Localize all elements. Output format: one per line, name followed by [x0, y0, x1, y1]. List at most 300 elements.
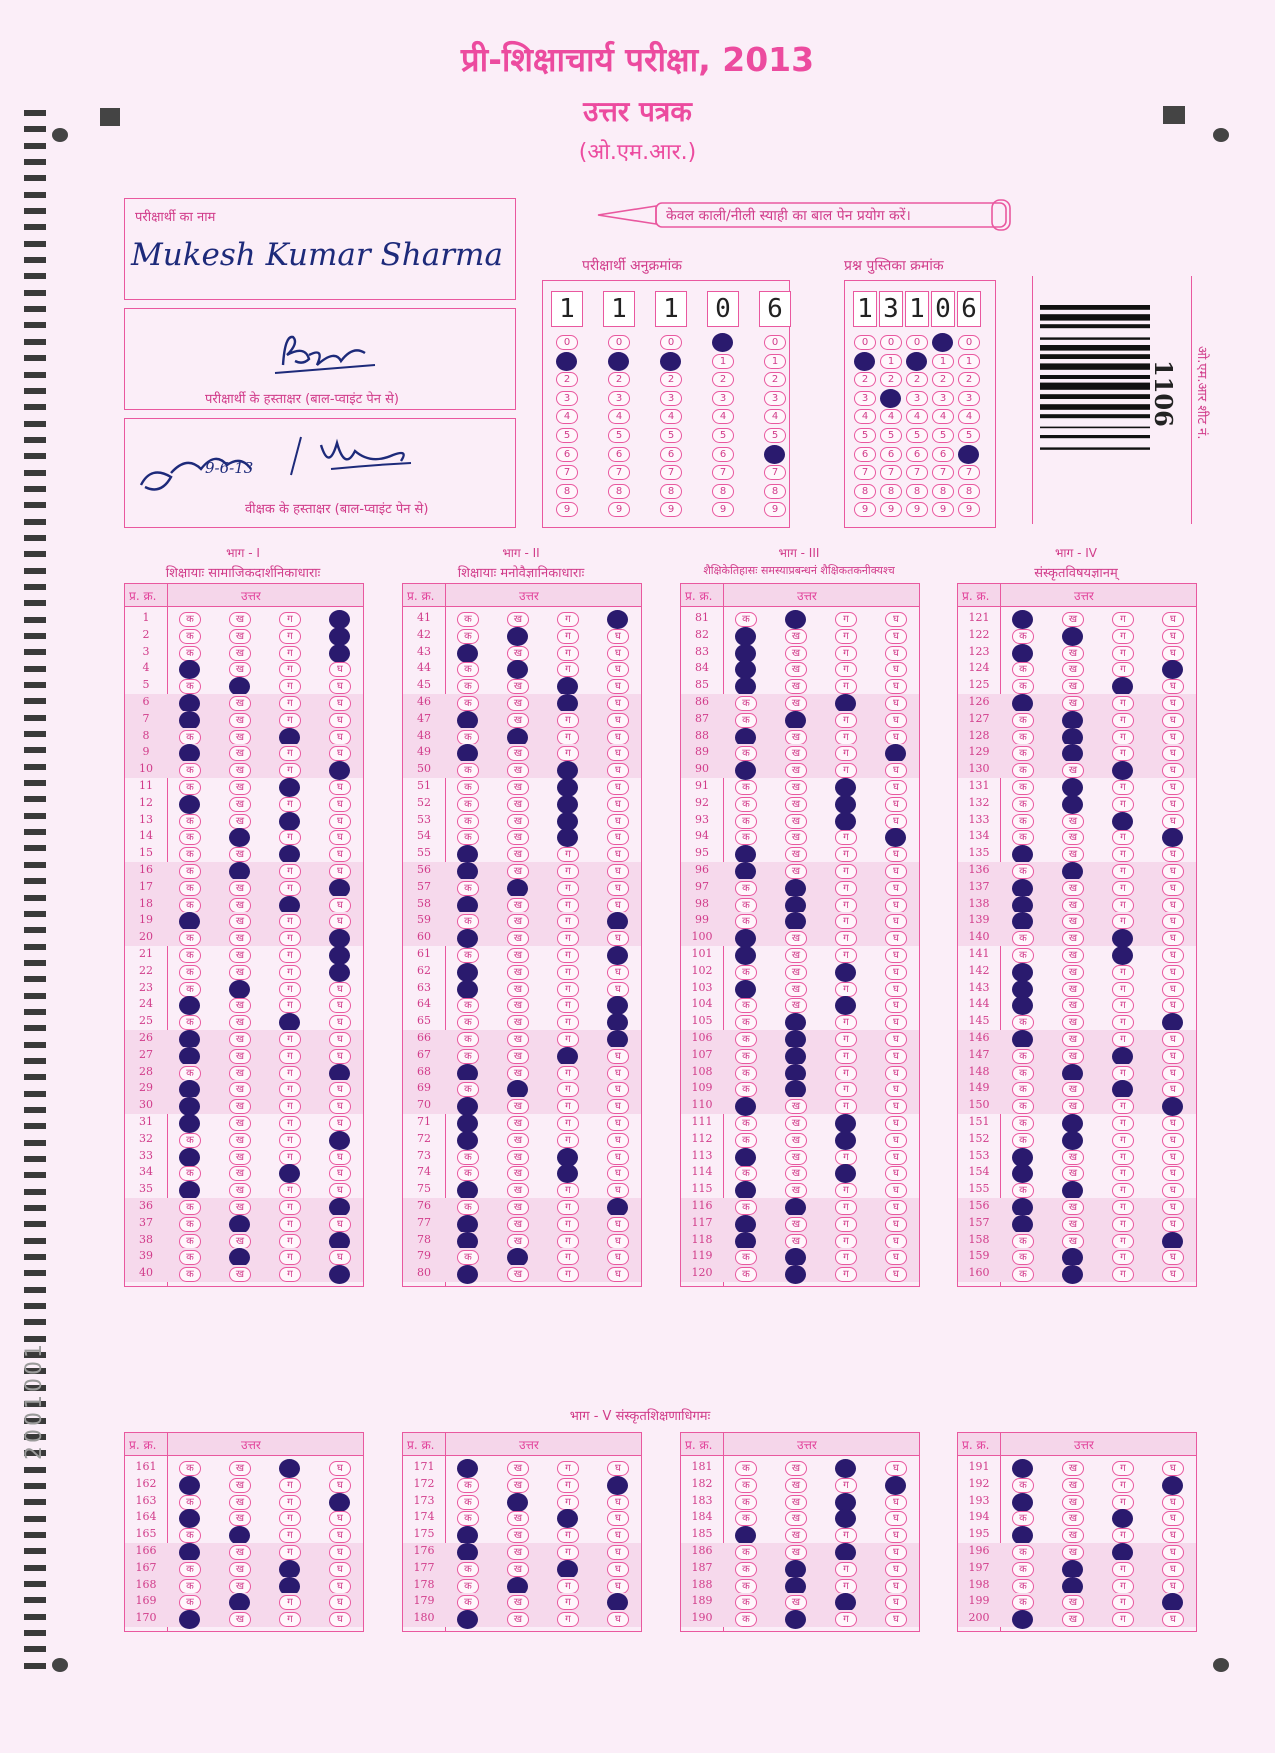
answer-bubble[interactable]: घ: [1162, 797, 1184, 812]
answer-bubble[interactable]: क: [179, 864, 201, 879]
answer-bubble[interactable]: ख: [785, 948, 807, 963]
answer-bubble[interactable]: ख: [785, 1217, 807, 1232]
answer-bubble[interactable]: घ: [885, 612, 907, 627]
answer-bubble[interactable]: घ: [1162, 1116, 1184, 1131]
answer-bubble[interactable]: क: [1012, 1066, 1034, 1081]
answer-bubble[interactable]: क: [457, 1082, 479, 1097]
answer-bubble[interactable]: ग: [1112, 1595, 1134, 1610]
answer-bubble[interactable]: ख: [229, 1612, 251, 1627]
answer-bubble[interactable]: क: [179, 1234, 201, 1249]
answer-bubble[interactable]: ग: [1112, 1461, 1134, 1476]
answer-bubble[interactable]: ग: [557, 881, 579, 896]
answer-bubble[interactable]: ग: [279, 1495, 301, 1510]
booklet-digit-bubble[interactable]: 9: [880, 502, 902, 517]
answer-bubble[interactable]: ग: [279, 864, 301, 879]
answer-bubble[interactable]: ख: [229, 612, 251, 627]
answer-bubble[interactable]: ख: [1062, 847, 1084, 862]
answer-bubble[interactable]: ग: [279, 1217, 301, 1232]
answer-bubble[interactable]: ग: [557, 612, 579, 627]
answer-bubble[interactable]: ख: [785, 847, 807, 862]
answer-bubble[interactable]: क: [735, 612, 757, 627]
answer-bubble[interactable]: ग: [557, 1082, 579, 1097]
answer-bubble[interactable]: घ: [1162, 965, 1184, 980]
answer-bubble[interactable]: ख: [507, 1049, 529, 1064]
answer-bubble[interactable]: घ: [1162, 931, 1184, 946]
answer-bubble[interactable]: घ: [1162, 898, 1184, 913]
answer-bubble[interactable]: घ: [607, 797, 629, 812]
answer-bubble[interactable]: घ: [885, 1015, 907, 1030]
answer-bubble[interactable]: ग: [835, 1032, 857, 1047]
answer-bubble[interactable]: ख: [507, 898, 529, 913]
roll-digit-bubble[interactable]: 9: [556, 502, 578, 517]
booklet-digit-bubble[interactable]: 8: [958, 484, 980, 499]
answer-bubble[interactable]: घ: [885, 1250, 907, 1265]
answer-bubble[interactable]: ख: [229, 1166, 251, 1181]
answer-bubble[interactable]: ग: [279, 1528, 301, 1543]
answer-bubble[interactable]: घ: [885, 1545, 907, 1560]
answer-bubble[interactable]: ख: [507, 1200, 529, 1215]
answer-bubble[interactable]: घ: [1162, 1495, 1184, 1510]
answer-bubble[interactable]: ग: [835, 1015, 857, 1030]
answer-bubble[interactable]: ग: [835, 982, 857, 997]
answer-bubble[interactable]: क: [457, 797, 479, 812]
answer-bubble[interactable]: क: [1012, 864, 1034, 879]
answer-bubble[interactable]: ग: [1112, 1200, 1134, 1215]
answer-bubble[interactable]: क: [457, 1579, 479, 1594]
answer-bubble[interactable]: क: [735, 1545, 757, 1560]
booklet-digit-bubble[interactable]: 4: [854, 409, 876, 424]
answer-bubble[interactable]: घ: [329, 1511, 351, 1526]
answer-bubble[interactable]: क: [457, 881, 479, 896]
answer-bubble[interactable]: क: [1012, 662, 1034, 677]
answer-bubble[interactable]: घ: [607, 898, 629, 913]
answer-bubble[interactable]: ख: [229, 847, 251, 862]
answer-bubble[interactable]: ग: [279, 763, 301, 778]
answer-bubble[interactable]: क: [1012, 948, 1034, 963]
answer-bubble[interactable]: ग: [835, 679, 857, 694]
answer-bubble[interactable]: ख: [785, 696, 807, 711]
answer-bubble[interactable]: ग: [557, 914, 579, 929]
answer-bubble[interactable]: घ: [329, 982, 351, 997]
answer-bubble[interactable]: क: [1012, 1133, 1034, 1148]
answer-bubble[interactable]: ग: [279, 612, 301, 627]
booklet-digit-bubble[interactable]: 5: [880, 428, 902, 443]
roll-digit-bubble[interactable]: 7: [556, 465, 578, 480]
answer-bubble[interactable]: ख: [507, 914, 529, 929]
answer-bubble[interactable]: घ: [329, 797, 351, 812]
booklet-digit-bubble[interactable]: 8: [854, 484, 876, 499]
answer-bubble[interactable]: ग: [1112, 830, 1134, 845]
answer-bubble[interactable]: ग: [835, 881, 857, 896]
answer-bubble[interactable]: क: [179, 1217, 201, 1232]
answer-bubble[interactable]: ग: [1112, 881, 1134, 896]
answer-bubble[interactable]: ख: [229, 713, 251, 728]
answer-bubble[interactable]: घ: [607, 1183, 629, 1198]
answer-bubble[interactable]: क: [1012, 1478, 1034, 1493]
answer-bubble[interactable]: ग: [279, 1116, 301, 1131]
answer-bubble[interactable]: घ: [885, 847, 907, 862]
answer-bubble[interactable]: ग: [279, 646, 301, 661]
answer-bubble[interactable]: ग: [835, 1200, 857, 1215]
answer-bubble[interactable]: घ: [329, 1150, 351, 1165]
answer-bubble[interactable]: ख: [785, 1099, 807, 1114]
answer-bubble[interactable]: घ: [1162, 696, 1184, 711]
answer-bubble[interactable]: क: [457, 1250, 479, 1265]
answer-bubble[interactable]: घ: [885, 1082, 907, 1097]
booklet-digit-bubble[interactable]: 4: [906, 409, 928, 424]
answer-bubble[interactable]: घ: [329, 1478, 351, 1493]
answer-bubble[interactable]: ग: [279, 1545, 301, 1560]
answer-bubble[interactable]: घ: [329, 662, 351, 677]
answer-bubble[interactable]: क: [457, 914, 479, 929]
answer-bubble[interactable]: क: [1012, 763, 1034, 778]
answer-bubble[interactable]: ख: [229, 1234, 251, 1249]
answer-bubble[interactable]: घ: [1162, 881, 1184, 896]
answer-bubble[interactable]: क: [735, 1562, 757, 1577]
answer-bubble[interactable]: ग: [835, 629, 857, 644]
answer-bubble[interactable]: ग: [835, 1217, 857, 1232]
answer-bubble[interactable]: ख: [1062, 696, 1084, 711]
roll-digit-bubble[interactable]: 1: [712, 354, 734, 369]
answer-bubble[interactable]: ग: [279, 1595, 301, 1610]
answer-bubble[interactable]: ग: [1112, 662, 1134, 677]
answer-bubble[interactable]: घ: [885, 881, 907, 896]
answer-bubble[interactable]: ख: [229, 763, 251, 778]
answer-bubble[interactable]: क: [457, 730, 479, 745]
answer-bubble[interactable]: ग: [557, 864, 579, 879]
answer-bubble[interactable]: ग: [557, 1528, 579, 1543]
answer-bubble[interactable]: घ: [1162, 646, 1184, 661]
answer-bubble[interactable]: ग: [279, 1133, 301, 1148]
answer-bubble[interactable]: घ: [885, 1528, 907, 1543]
answer-bubble[interactable]: ग: [557, 1183, 579, 1198]
answer-bubble[interactable]: क: [735, 696, 757, 711]
answer-bubble[interactable]: ख: [1062, 898, 1084, 913]
answer-bubble[interactable]: घ: [885, 965, 907, 980]
answer-bubble[interactable]: ख: [1062, 1032, 1084, 1047]
answer-bubble[interactable]: ग: [835, 1049, 857, 1064]
answer-bubble[interactable]: ख: [507, 948, 529, 963]
answer-bubble[interactable]: ग: [1112, 746, 1134, 761]
answer-bubble[interactable]: ग: [1112, 713, 1134, 728]
answer-bubble[interactable]: ख: [785, 1133, 807, 1148]
answer-bubble[interactable]: क: [179, 931, 201, 946]
answer-bubble[interactable]: घ: [607, 646, 629, 661]
answer-bubble[interactable]: क: [735, 1595, 757, 1610]
answer-bubble[interactable]: ग: [1112, 847, 1134, 862]
roll-digit-bubble[interactable]: 7: [764, 465, 786, 480]
booklet-digit-bubble[interactable]: 9: [854, 502, 876, 517]
answer-bubble[interactable]: घ: [607, 830, 629, 845]
answer-bubble[interactable]: ख: [1062, 1200, 1084, 1215]
booklet-digit-bubble[interactable]: 1: [958, 354, 980, 369]
answer-bubble[interactable]: क: [179, 780, 201, 795]
answer-bubble[interactable]: क: [1012, 1082, 1034, 1097]
answer-bubble[interactable]: घ: [885, 1579, 907, 1594]
answer-bubble[interactable]: घ: [329, 1032, 351, 1047]
booklet-digit-bubble[interactable]: 7: [906, 465, 928, 480]
answer-bubble[interactable]: घ: [607, 1166, 629, 1181]
booklet-digit-bubble[interactable]: 0: [880, 335, 902, 350]
answer-bubble[interactable]: घ: [885, 646, 907, 661]
answer-bubble[interactable]: ख: [1062, 881, 1084, 896]
answer-bubble[interactable]: घ: [885, 931, 907, 946]
answer-bubble[interactable]: क: [1012, 1099, 1034, 1114]
answer-bubble[interactable]: ग: [835, 646, 857, 661]
answer-bubble[interactable]: क: [735, 1267, 757, 1282]
roll-digit-bubble[interactable]: 0: [608, 335, 630, 350]
roll-digit-bubble[interactable]: 2: [712, 372, 734, 387]
answer-bubble[interactable]: ख: [507, 1015, 529, 1030]
answer-bubble[interactable]: घ: [885, 679, 907, 694]
booklet-digit-bubble[interactable]: 5: [906, 428, 928, 443]
booklet-digit-bubble[interactable]: [906, 352, 927, 371]
answer-bubble[interactable]: घ: [329, 1545, 351, 1560]
answer-bubble[interactable]: ख: [229, 1267, 251, 1282]
answer-bubble[interactable]: क: [735, 898, 757, 913]
answer-bubble[interactable]: क: [735, 1511, 757, 1526]
answer-bubble[interactable]: ग: [279, 629, 301, 644]
answer-bubble[interactable]: ग: [835, 948, 857, 963]
answer-bubble[interactable]: ग: [835, 1579, 857, 1594]
answer-bubble[interactable]: ख: [785, 780, 807, 795]
answer-bubble[interactable]: घ: [607, 1049, 629, 1064]
answer-bubble[interactable]: ग: [557, 1200, 579, 1215]
answer-bubble[interactable]: क: [735, 746, 757, 761]
booklet-digit-bubble[interactable]: 4: [958, 409, 980, 424]
booklet-digit-bubble[interactable]: 8: [880, 484, 902, 499]
answer-bubble[interactable]: ख: [507, 713, 529, 728]
answer-bubble[interactable]: ग: [557, 1579, 579, 1594]
answer-bubble[interactable]: ख: [507, 1234, 529, 1249]
answer-bubble[interactable]: ख: [785, 1183, 807, 1198]
booklet-digit-bubble[interactable]: 7: [880, 465, 902, 480]
answer-bubble[interactable]: ख: [507, 1032, 529, 1047]
answer-bubble[interactable]: घ: [329, 1250, 351, 1265]
answer-bubble[interactable]: ख: [785, 1478, 807, 1493]
answer-bubble[interactable]: ग: [835, 1082, 857, 1097]
answer-bubble[interactable]: क: [1012, 1511, 1034, 1526]
answer-bubble[interactable]: घ: [885, 1066, 907, 1081]
answer-bubble[interactable]: ग: [835, 612, 857, 627]
answer-bubble[interactable]: ग: [1112, 1015, 1134, 1030]
answer-bubble[interactable]: ख: [507, 814, 529, 829]
answer-bubble[interactable]: ग: [1112, 1562, 1134, 1577]
answer-bubble[interactable]: ख: [785, 965, 807, 980]
answer-bubble[interactable]: ग: [835, 763, 857, 778]
answer-bubble[interactable]: घ: [1162, 1579, 1184, 1594]
answer-bubble[interactable]: क: [457, 1562, 479, 1577]
answer-bubble[interactable]: ग: [557, 730, 579, 745]
answer-bubble[interactable]: घ: [885, 629, 907, 644]
answer-bubble[interactable]: घ: [1162, 1545, 1184, 1560]
answer-bubble[interactable]: क: [457, 814, 479, 829]
answer-bubble[interactable]: क: [735, 1082, 757, 1097]
answer-bubble[interactable]: घ: [885, 1217, 907, 1232]
answer-bubble[interactable]: ख: [229, 1150, 251, 1165]
roll-digit-bubble[interactable]: 9: [712, 502, 734, 517]
answer-bubble[interactable]: घ: [607, 1066, 629, 1081]
answer-bubble[interactable]: क: [1012, 679, 1034, 694]
booklet-digit-bubble[interactable]: 3: [932, 391, 954, 406]
answer-bubble[interactable]: घ: [885, 713, 907, 728]
answer-bubble[interactable]: घ: [329, 864, 351, 879]
answer-bubble[interactable]: क: [1012, 730, 1034, 745]
answer-bubble[interactable]: क: [179, 982, 201, 997]
roll-digit-bubble[interactable]: 8: [608, 484, 630, 499]
answer-bubble[interactable]: घ: [885, 898, 907, 913]
answer-bubble[interactable]: ग: [557, 1015, 579, 1030]
answer-bubble[interactable]: क: [457, 696, 479, 711]
answer-bubble[interactable]: क: [735, 914, 757, 929]
answer-bubble[interactable]: ख: [785, 814, 807, 829]
answer-bubble[interactable]: क: [179, 1595, 201, 1610]
answer-bubble[interactable]: ख: [507, 797, 529, 812]
answer-bubble[interactable]: क: [1012, 1595, 1034, 1610]
answer-bubble[interactable]: ख: [507, 1562, 529, 1577]
roll-digit-bubble[interactable]: 6: [712, 447, 734, 462]
answer-bubble[interactable]: घ: [607, 881, 629, 896]
answer-bubble[interactable]: ख: [1062, 931, 1084, 946]
answer-bubble[interactable]: ख: [229, 931, 251, 946]
answer-bubble[interactable]: घ: [607, 931, 629, 946]
answer-bubble[interactable]: ग: [279, 713, 301, 728]
answer-bubble[interactable]: घ: [329, 1099, 351, 1114]
roll-digit-bubble[interactable]: 7: [608, 465, 630, 480]
answer-bubble[interactable]: ग: [835, 1234, 857, 1249]
answer-bubble[interactable]: ग: [1112, 1150, 1134, 1165]
answer-bubble[interactable]: ग: [279, 1066, 301, 1081]
answer-bubble[interactable]: ख: [785, 864, 807, 879]
answer-bubble[interactable]: घ: [1162, 1082, 1184, 1097]
answer-bubble[interactable]: ख: [507, 1217, 529, 1232]
roll-digit-bubble[interactable]: 2: [764, 372, 786, 387]
answer-bubble[interactable]: घ: [1162, 864, 1184, 879]
answer-bubble[interactable]: ख: [229, 914, 251, 929]
answer-bubble[interactable]: क: [457, 830, 479, 845]
answer-bubble[interactable]: ख: [507, 1612, 529, 1627]
answer-bubble[interactable]: क: [735, 998, 757, 1013]
answer-bubble[interactable]: ख: [1062, 1528, 1084, 1543]
answer-bubble[interactable]: ख: [229, 1461, 251, 1476]
answer-bubble[interactable]: ग: [1112, 1267, 1134, 1282]
answer-bubble[interactable]: घ: [329, 1528, 351, 1543]
answer-bubble[interactable]: घ: [885, 1150, 907, 1165]
answer-bubble[interactable]: ख: [507, 1150, 529, 1165]
answer-bubble[interactable]: क: [735, 1579, 757, 1594]
roll-digit-bubble[interactable]: 5: [660, 428, 682, 443]
roll-digit-bubble[interactable]: 5: [712, 428, 734, 443]
answer-bubble[interactable]: घ: [607, 763, 629, 778]
answer-bubble[interactable]: ख: [785, 1150, 807, 1165]
answer-bubble[interactable]: ग: [1112, 646, 1134, 661]
answer-bubble[interactable]: घ: [607, 1528, 629, 1543]
roll-digit-bubble[interactable]: 6: [556, 447, 578, 462]
answer-bubble[interactable]: ग: [1112, 898, 1134, 913]
answer-bubble[interactable]: क: [735, 881, 757, 896]
answer-bubble[interactable]: ख: [229, 797, 251, 812]
answer-bubble[interactable]: ख: [229, 1579, 251, 1594]
answer-bubble[interactable]: ख: [507, 696, 529, 711]
answer-bubble[interactable]: क: [735, 1066, 757, 1081]
answer-bubble[interactable]: ख: [1062, 763, 1084, 778]
roll-digit-bubble[interactable]: 2: [660, 372, 682, 387]
answer-bubble[interactable]: क: [457, 1166, 479, 1181]
roll-digit-bubble[interactable]: 4: [712, 409, 734, 424]
answer-bubble[interactable]: ख: [229, 1200, 251, 1215]
answer-bubble[interactable]: क: [1012, 1562, 1034, 1577]
answer-bubble[interactable]: क: [1012, 629, 1034, 644]
answer-bubble[interactable]: ख: [1062, 814, 1084, 829]
answer-bubble[interactable]: ग: [557, 629, 579, 644]
roll-digit-bubble[interactable]: [712, 333, 733, 352]
answer-bubble[interactable]: ख: [507, 746, 529, 761]
answer-bubble[interactable]: ख: [1062, 679, 1084, 694]
booklet-digit-bubble[interactable]: 2: [932, 372, 954, 387]
answer-bubble[interactable]: ख: [229, 662, 251, 677]
answer-bubble[interactable]: ख: [229, 965, 251, 980]
roll-digit-bubble[interactable]: [608, 352, 629, 371]
answer-bubble[interactable]: घ: [1162, 1461, 1184, 1476]
answer-bubble[interactable]: क: [179, 948, 201, 963]
answer-bubble[interactable]: घ: [607, 696, 629, 711]
answer-bubble[interactable]: क: [457, 1032, 479, 1047]
answer-bubble[interactable]: घ: [885, 1612, 907, 1627]
answer-bubble[interactable]: ख: [1062, 982, 1084, 997]
answer-bubble[interactable]: क: [735, 965, 757, 980]
answer-bubble[interactable]: ग: [1112, 1250, 1134, 1265]
answer-bubble[interactable]: ख: [507, 1099, 529, 1114]
roll-digit-bubble[interactable]: [764, 445, 785, 464]
roll-digit-bubble[interactable]: 5: [608, 428, 630, 443]
answer-bubble[interactable]: घ: [885, 1511, 907, 1526]
answer-bubble[interactable]: ग: [835, 1612, 857, 1627]
roll-digit-bubble[interactable]: 2: [608, 372, 630, 387]
answer-bubble[interactable]: ग: [279, 830, 301, 845]
answer-bubble[interactable]: ख: [1062, 914, 1084, 929]
booklet-digit-bubble[interactable]: 4: [880, 409, 902, 424]
answer-bubble[interactable]: क: [1012, 814, 1034, 829]
answer-bubble[interactable]: घ: [885, 1562, 907, 1577]
answer-bubble[interactable]: घ: [1162, 1612, 1184, 1627]
answer-bubble[interactable]: ख: [1062, 1511, 1084, 1526]
answer-bubble[interactable]: क: [457, 948, 479, 963]
answer-bubble[interactable]: घ: [329, 1612, 351, 1627]
answer-bubble[interactable]: घ: [329, 898, 351, 913]
roll-digit-bubble[interactable]: 4: [608, 409, 630, 424]
answer-bubble[interactable]: ग: [1112, 1066, 1134, 1081]
answer-bubble[interactable]: घ: [885, 982, 907, 997]
answer-bubble[interactable]: ग: [279, 1478, 301, 1493]
answer-bubble[interactable]: ख: [1062, 1049, 1084, 1064]
answer-bubble[interactable]: घ: [885, 662, 907, 677]
answer-bubble[interactable]: घ: [1162, 1250, 1184, 1265]
answer-bubble[interactable]: घ: [1162, 1217, 1184, 1232]
booklet-digit-bubble[interactable]: [880, 389, 901, 408]
answer-bubble[interactable]: क: [1012, 1116, 1034, 1131]
roll-digit-bubble[interactable]: 1: [764, 354, 786, 369]
booklet-digit-bubble[interactable]: 2: [880, 372, 902, 387]
answer-bubble[interactable]: ग: [279, 965, 301, 980]
answer-bubble[interactable]: ख: [507, 1133, 529, 1148]
answer-bubble[interactable]: ग: [1112, 612, 1134, 627]
answer-bubble[interactable]: ग: [835, 1528, 857, 1543]
booklet-digit-bubble[interactable]: 0: [906, 335, 928, 350]
answer-bubble[interactable]: घ: [607, 982, 629, 997]
answer-bubble[interactable]: घ: [329, 1595, 351, 1610]
answer-bubble[interactable]: ख: [1062, 1217, 1084, 1232]
answer-bubble[interactable]: ग: [1112, 914, 1134, 929]
